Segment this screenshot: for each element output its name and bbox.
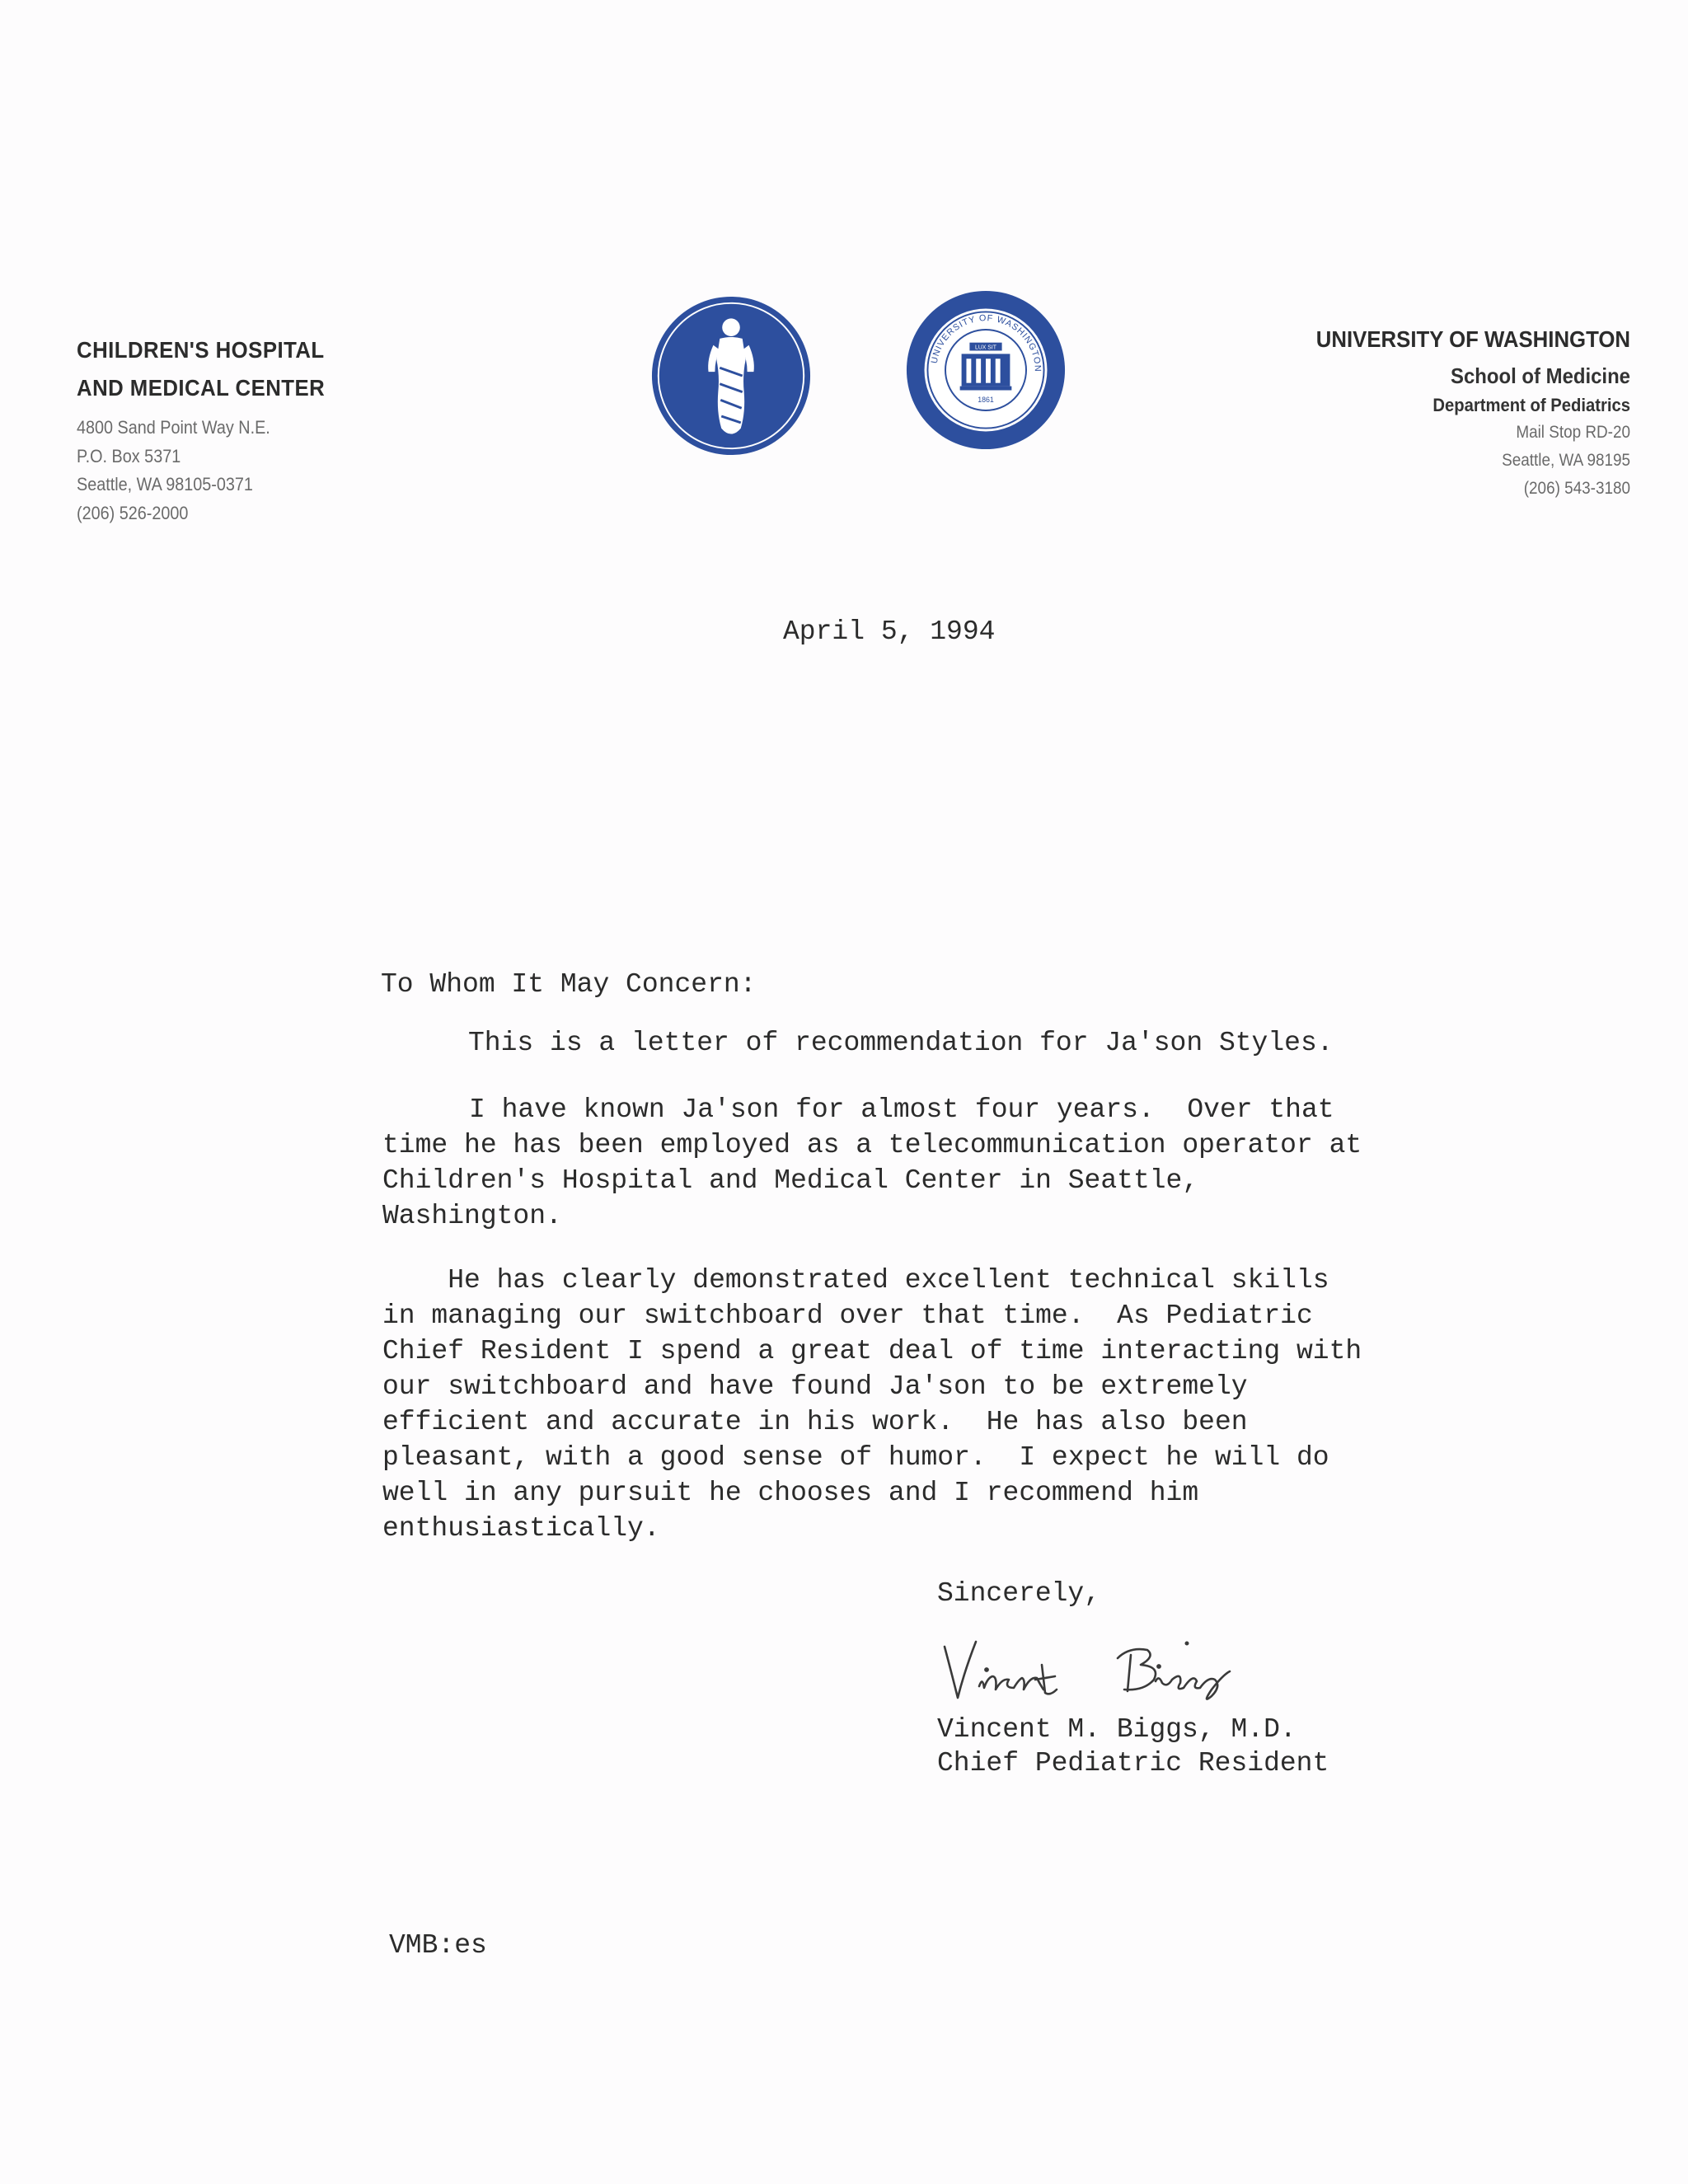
paragraph-recommendation [382,1263,1362,1546]
seal-year: 1861 [978,396,994,405]
paragraph-line: This is a letter of recommendation for Ja'son Styles. [468,1028,1334,1058]
paragraph-employment [382,1092,1362,1234]
university-letterhead [1169,323,1630,503]
paragraph-line: He has clearly demonstrated excellent technical skills [382,1265,1329,1296]
handwritten-signature [940,1622,1319,1713]
salutation: To Whom It May Concern: [381,969,757,1000]
paragraph-line: Children's Hospital and Medical Center in Seattle, [382,1165,1199,1196]
seal-motto: LUX SIT [975,344,996,351]
paragraph-line: time he has been employed as a telecommunication operator at [382,1130,1362,1160]
closing: Sincerely, [937,1578,1101,1609]
paragraph-intro [468,1025,1334,1061]
hospital-name-line1: CHILDREN'S HOSPITAL [77,337,325,363]
paragraph-line: our switchboard and have found Ja'son to be extremely [382,1371,1248,1402]
signer-name: Vincent M. Biggs, M.D. [937,1714,1296,1745]
hospital-letterhead [77,331,423,527]
paragraph-line: pleasant, with a good sense of humor. I expect he will do [382,1442,1329,1473]
hospital-phone: (206) 526-2000 [77,502,189,523]
paragraph-line: in managing our switchboard over that time. As Pediatric [382,1301,1313,1331]
university-city: Seattle, WA 98195 [1502,451,1630,470]
signer-title: Chief Pediatric Resident [937,1748,1329,1779]
hospital-street-address: 4800 Sand Point Way N.E. [77,417,270,438]
department-name: Department of Pediatrics [1432,395,1630,415]
hospital-po-box: P.O. Box 5371 [77,445,181,466]
hospital-city: Seattle, WA 98105-0371 [77,474,253,494]
paragraph-line: Chief Resident I spend a great deal of time interacting with [382,1336,1362,1366]
paragraph-line: Washington. [382,1201,562,1231]
university-name: UNIVERSITY OF WASHINGTON [1315,326,1630,352]
university-seal-logo-icon [905,289,1067,451]
paragraph-line: efficient and accurate in his work. He has also been [382,1407,1248,1437]
hospital-figure-logo-icon [650,295,812,457]
paragraph-line: well in any pursuit he chooses and I recommend him [382,1478,1199,1508]
mail-stop: Mail Stop RD-20 [1516,423,1630,442]
paragraph-line: enthusiastically. [382,1513,660,1544]
reference-initials: VMB:es [389,1930,487,1961]
hospital-name-line2: AND MEDICAL CENTER [77,375,326,401]
school-name: School of Medicine [1451,363,1630,388]
paragraph-line: I have known Ja'son for almost four years. Over that [469,1094,1334,1125]
university-phone: (206) 543-3180 [1523,479,1630,498]
seal-ring-text: UNIVERSITY OF WASHINGTON [929,313,1043,373]
letter-date: April 5, 1994 [783,616,996,647]
